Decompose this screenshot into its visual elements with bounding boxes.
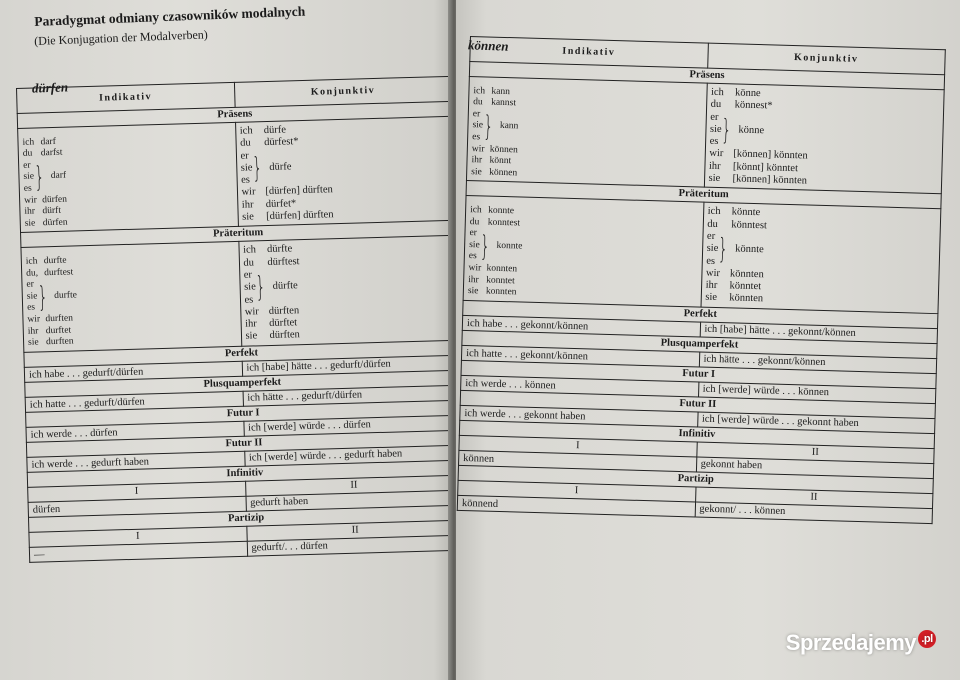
section-praeteritum: Präteritum (466, 181, 941, 209)
verb-heading-duerfen: dürfen (31, 79, 69, 96)
section-praesens: Präsens (469, 62, 944, 90)
watermark-text: Sprzedajemy (785, 630, 916, 655)
koennen-infinitiv-2: gekonnt haben (696, 457, 934, 479)
duerfen-infinitiv-2: gedurft haben (245, 490, 463, 511)
duerfen-perfekt-indikativ: ich habe . . . gedurft/dürfen (24, 361, 242, 382)
duerfen-praeteritum-indikativ: ich durfte du, durftest er sie es } durfte wir durften ihr durftet sie durften (21, 242, 241, 352)
section-plusquamperfekt: Plusquamperfekt (462, 330, 937, 358)
koennen-plusquamperfekt-indikativ: ich hatte . . . gekonnt/können (461, 345, 699, 367)
konjunktiv-header: Konjunktiv (707, 43, 945, 75)
koennen-praeteritum-indikativ: ich konnte du konntest er sie es } konnte wir konnten ihr konntet sie konnten (463, 196, 703, 307)
duerfen-conjugation-table (16, 76, 465, 563)
section-partizip: Partizip (28, 505, 463, 532)
koennen-perfekt-indikativ: ich habe . . . gekonnt/können (462, 315, 700, 337)
section-infinitiv: Infinitiv (459, 420, 934, 448)
koennen-conjugation-table (457, 36, 946, 524)
koennen-futur2-indikativ: ich werde . . . gekonnt haben (460, 405, 698, 427)
koennen-praesens-indikativ: ich kann du kannst er sie es } kann wir können ihr könnt sie können (466, 76, 706, 187)
section-futur2: Futur II (26, 430, 461, 457)
koennen-infinitiv-1: können (459, 450, 697, 472)
section-plusquamperfekt: Plusquamperfekt (25, 370, 460, 397)
koennen-partizip-2: gekonnt/ . . . können (695, 502, 933, 524)
duerfen-partizip-2: gedurft/. . . dürfen (247, 535, 465, 556)
verb-heading-koennen: können (467, 37, 509, 54)
duerfen-futur2-indikativ: ich werde . . . gedurft haben (27, 451, 245, 472)
section-perfekt: Perfekt (463, 300, 938, 328)
duerfen-infinitiv-numeral-2: II (245, 475, 463, 496)
koennen-praeteritum-konjunktiv: ich könnte du könntest er sie es } könnte wir könnten ihr könntet sie könnten (701, 202, 941, 313)
indikativ-header: Indikativ (470, 37, 708, 69)
koennen-futur1-indikativ: ich werde . . . können (461, 375, 699, 397)
koennen-infinitiv-numeral-1: I (459, 435, 697, 457)
duerfen-partizip-numeral-1: I (29, 526, 247, 547)
koennen-futur2-konjunktiv: ich [werde] würde . . . gekonnt haben (697, 412, 935, 434)
koennen-plusquamperfekt-konjunktiv: ich hätte . . . gekonnt/können (699, 352, 937, 374)
section-partizip: Partizip (458, 465, 933, 493)
section-perfekt: Perfekt (24, 340, 459, 367)
konjunktiv-header: Konjunktiv (234, 76, 452, 107)
koennen-perfekt-konjunktiv: ich [habe] hätte . . . gekonnt/können (700, 322, 938, 344)
koennen-praesens-konjunktiv: ich könne du könnest* er sie es } könne wir [können] könnten ihr [könnt] könntet sie [können] könnten (704, 83, 944, 194)
section-infinitiv: Infinitiv (27, 460, 462, 487)
koennen-partizip-numeral-1: I (458, 480, 696, 502)
page-title: Paradygmat odmiany czasowników modalnych (34, 3, 306, 29)
koennen-partizip-1: könnend (457, 495, 695, 517)
duerfen-plusquamperfekt-konjunktiv: ich hätte . . . gedurft/dürfen (243, 385, 461, 406)
duerfen-futur2-konjunktiv: ich [werde] würde . . . gedurft haben (244, 445, 462, 466)
indikativ-header: Indikativ (17, 82, 235, 113)
koennen-futur1-konjunktiv: ich [werde] würde . . . können (698, 382, 936, 404)
duerfen-infinitiv-numeral-1: I (28, 481, 246, 502)
page-subtitle: (Die Konjugation der Modalverben) (34, 27, 209, 48)
section-futur1: Futur I (461, 360, 936, 388)
koennen-partizip-numeral-2: II (695, 487, 933, 509)
left-page (0, 0, 452, 680)
section-praeteritum: Präteritum (21, 221, 456, 248)
duerfen-partizip-numeral-2: II (246, 520, 464, 541)
watermark-badge: .pl (918, 630, 936, 648)
duerfen-futur1-konjunktiv: ich [werde] würde . . . dürfen (243, 415, 461, 436)
koennen-infinitiv-numeral-2: II (696, 442, 934, 464)
duerfen-praesens-konjunktiv: ich dürfe du dürfest* er sie es } dürfe wir [dürfen] dürften ihr dürfet* sie [dürfen] dürften (235, 116, 455, 226)
section-futur1: Futur I (26, 400, 461, 427)
duerfen-praesens-indikativ: ich darf du darfst er sie es } darf wir dürfen ihr dürft sie dürfen (18, 122, 238, 232)
duerfen-futur1-indikativ: ich werde . . . dürfen (26, 421, 244, 442)
watermark-logo (786, 630, 936, 656)
section-praesens: Präsens (17, 101, 452, 128)
duerfen-plusquamperfekt-indikativ: ich hatte . . . gedurft/dürfen (25, 391, 243, 412)
section-futur2: Futur II (460, 390, 935, 418)
duerfen-partizip-1: — (29, 541, 247, 562)
duerfen-praeteritum-konjunktiv: ich dürfte du dürftest er sie es } dürfte wir dürften ihr dürftet sie dürften (238, 236, 458, 346)
duerfen-infinitiv-1: dürfen (28, 496, 246, 517)
duerfen-perfekt-konjunktiv: ich [habe] hätte . . . gedurft/dürfen (242, 355, 460, 376)
